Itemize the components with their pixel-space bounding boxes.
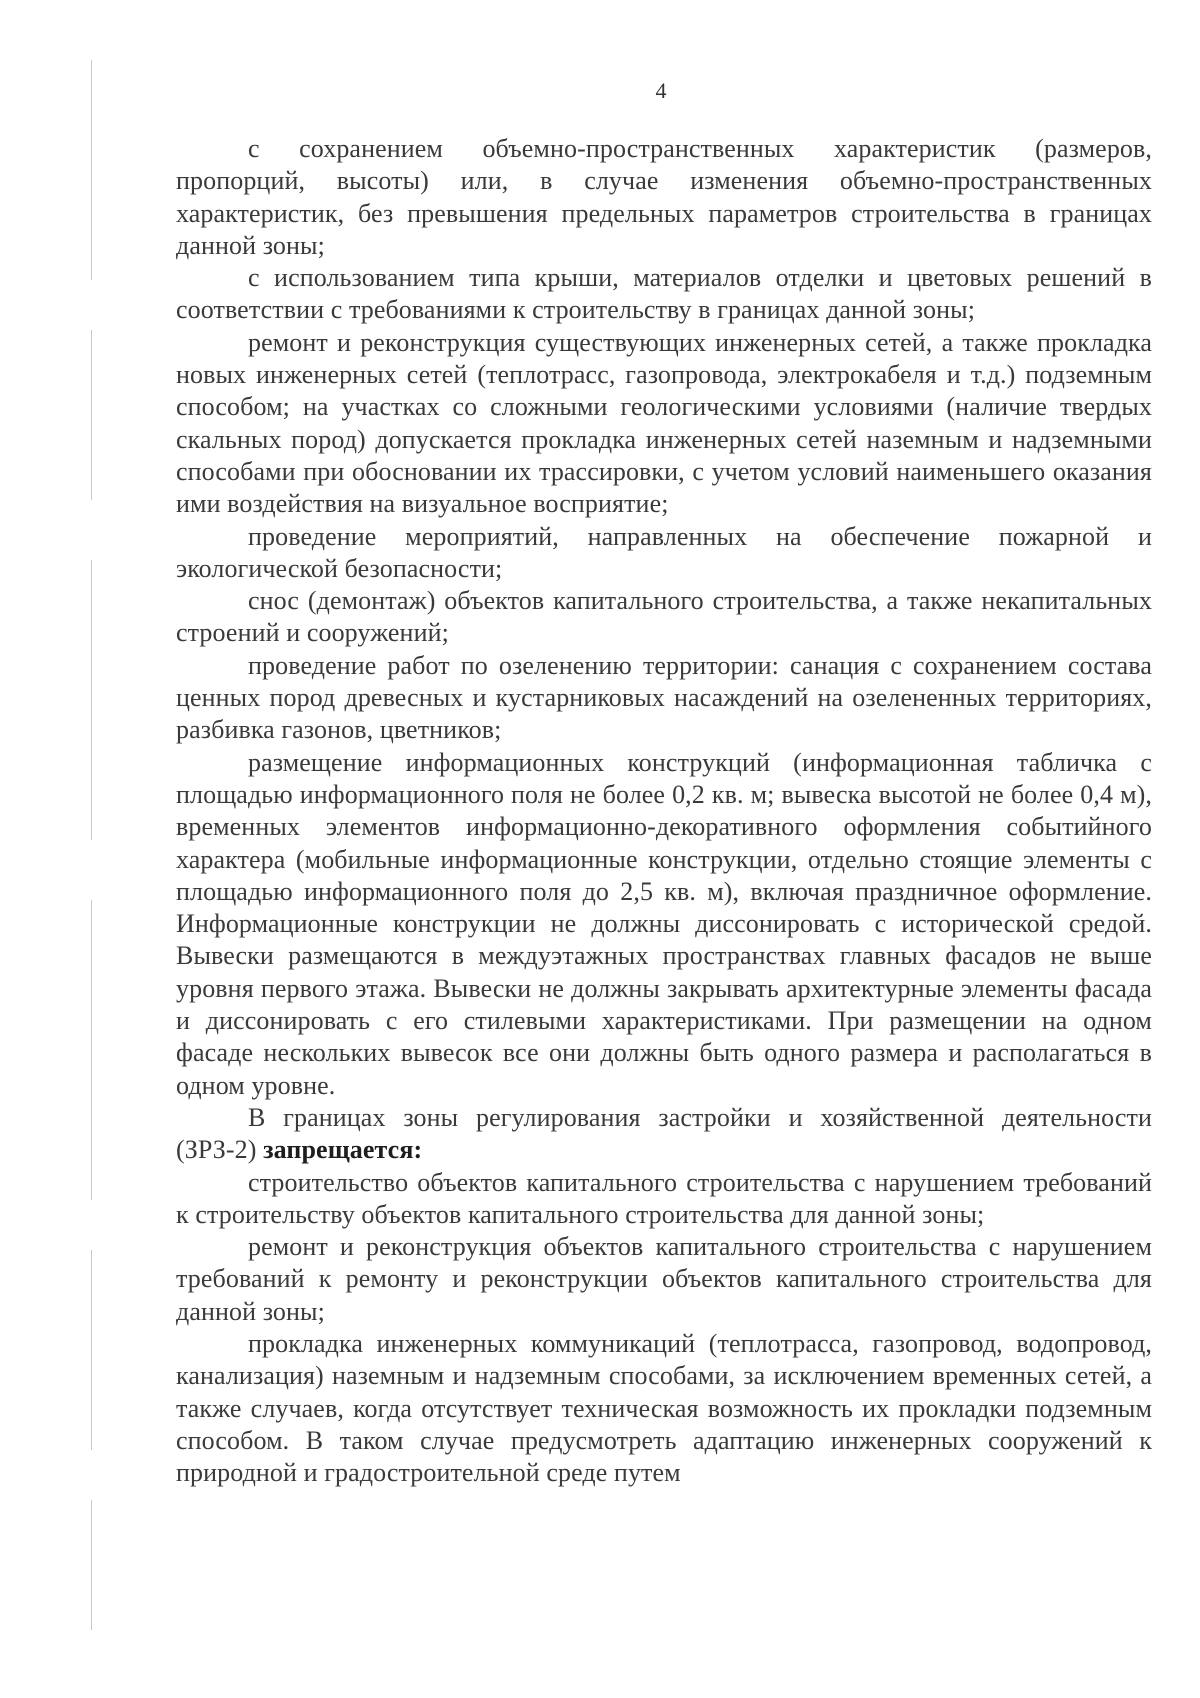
paragraph: снос (демонтаж) объектов капитального строительства, а также некапитальных строений и сооружений;: [176, 586, 1152, 648]
prohibited-heading: запрещается:: [263, 1135, 423, 1165]
prohibited-item: строительство объектов капитального строительства с нарушением требований к строительству объектов капитального строительства для данной зоны;: [176, 1167, 1152, 1229]
scan-margin-line: [91, 1250, 92, 1450]
paragraph: ремонт и реконструкция существующих инженерных сетей, а также прокладка новых инженерных сетей (теплотрасс, газопровода, электрокабеля и т.д.) подземным способом; на участках со сложными геологическими условиями (наличие твердых скальных пород) допускается прокладка инженерных сетей наземным и надземными способами при обосновании их трассировки, с учетом условий наименьшего оказания ими воздействия на визуальное восприятие;: [176, 327, 1152, 519]
prohibited-item: прокладка инженерных коммуникаций (теплотрасса, газопровод, водопровод, канализация) наземным и надземным способами, за исключением временных сетей, а также случаев, когда отсутствует техническая возможность их прокладки подземным способом. В таком случае предусмотреть адаптацию инженерных сооружений к природной и градостроительной среде путем: [176, 1328, 1152, 1488]
scan-margin-line: [91, 1500, 92, 1630]
paragraph: проведение мероприятий, направленных на обеспечение пожарной и экологической безопасности;: [176, 521, 1152, 583]
page-number: 4: [655, 78, 667, 103]
paragraph: проведение работ по озеленению территории: санация с сохранением состава ценных пород древесных и кустарниковых насаждений на озелененных территориях, разбивка газонов, цветников;: [176, 650, 1152, 745]
paragraph: с использованием типа крыши, материалов отделки и цветовых решений в соответствии с требованиями к строительству в границах данной зоны;: [176, 263, 1152, 325]
paragraph: с сохранением объемно-пространственных характеристик (размеров, пропорций, высоты) или, в случае изменения объемно-пространственных характеристик, без превышения предельных параметров строительства в границах данной зоны;: [176, 134, 1152, 260]
scan-margin-line: [91, 900, 92, 1200]
zone-intro-text: В границах зоны регулирования застройки и хозяйственной деятельности (ЗРЗ-2): [176, 1102, 1152, 1165]
document-body: [176, 133, 1152, 1489]
scan-margin-line: [91, 560, 92, 840]
scan-margin-line: [91, 330, 92, 500]
paragraph: размещение информационных конструкций (информационная табличка с площадью информационного поля не более 0,2 кв. м; вывеска высотой не более 0,4 м), временных элементов информационно-декоративного оформления событийного характера (мобильные информационные конструкции, отдельно стоящие элементы с площадью информационного поля до 2,5 кв. м), включая праздничное оформление. Информационные конструкции не должны диссонировать с исторической средой. Вывески размещаются в междуэтажных пространствах главных фасадов не выше уровня первого этажа. Вывески не должны закрывать архитектурные элементы фасада и диссонировать с его стилевыми характеристиками. При размещении на одном фасаде нескольких вывесок все они должны быть одного размера и располагаться в одном уровне.: [176, 747, 1152, 1100]
zone-intro-paragraph: [176, 1102, 1152, 1167]
prohibited-item: ремонт и реконструкция объектов капитального строительства с нарушением требований к ремонту и реконструкции объектов капитального строительства для данной зоны;: [176, 1232, 1152, 1326]
